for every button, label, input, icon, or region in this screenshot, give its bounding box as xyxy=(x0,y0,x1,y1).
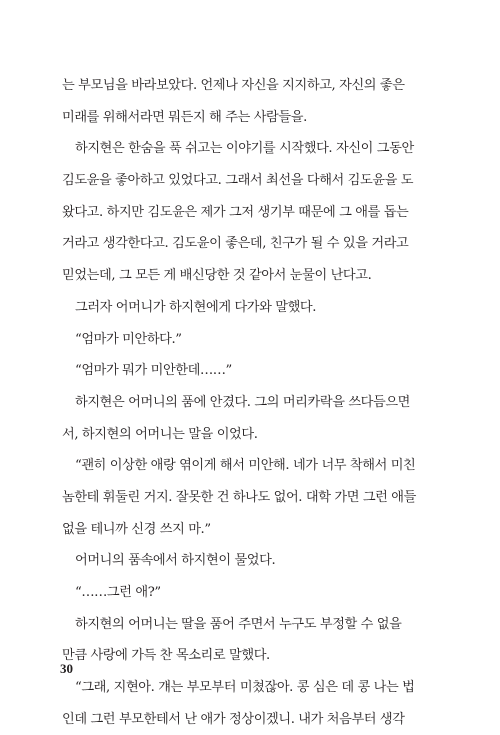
text-line: 하지현은 한숨을 푹 쉬고는 이야기를 시작했다. 자신이 그동안 xyxy=(75,141,414,157)
text-line: 는 부모님을 바라보았다. 언제나 자신을 지지하고, 자신의 좋은 xyxy=(62,78,405,93)
text-line: 만큼 사랑에 가득 찬 목소리로 말했다. xyxy=(62,648,270,664)
text-line: “……그런 애?” xyxy=(75,585,161,600)
text-line: “그래, 지현아. 걔는 부모부터 미쳤잖아. 콩 심은 데 콩 나는 법 xyxy=(75,680,415,696)
text-line: 미래를 위해서라면 뭐든지 해 주는 사람들을. xyxy=(62,109,307,125)
text-line: 어머니의 품속에서 하지현이 물었다. xyxy=(75,553,276,569)
text-line: 왔다고. 하지만 김도윤은 제가 그저 생기부 때문에 그 애를 돕는 xyxy=(62,204,409,220)
text-line: “괜히 이상한 애랑 엮이게 해서 미안해. 네가 너무 착해서 미친 xyxy=(75,458,416,474)
text-line: 서, 하지현의 어머니는 말을 이었다. xyxy=(62,426,258,442)
text-line: “엄마가 뭐가 미안한데……” xyxy=(75,363,232,379)
text-line: 믿었는데, 그 모든 게 배신당한 것 같아서 눈물이 난다고. xyxy=(62,268,372,284)
text-line: 하지현의 어머니는 딸을 품어 주면서 누구도 부정할 수 없을 xyxy=(75,616,402,632)
text-line: 없을 테니까 신경 쓰지 마.” xyxy=(62,521,211,537)
text-line: 거라고 생각한다고. 김도윤이 좋은데, 친구가 될 수 있을 거라고 xyxy=(62,236,409,252)
text-line: 그러자 어머니가 하지현에게 다가와 말했다. xyxy=(75,299,317,315)
page-number: 30 xyxy=(60,661,73,676)
text-line: “엄마가 미안하다.” xyxy=(75,331,182,347)
text-line: 놈한테 휘둘린 거지. 잘못한 건 하나도 없어. 대학 가면 그런 애들 xyxy=(62,489,416,505)
text-line: 김도윤을 좋아하고 있었다고. 그래서 최선을 다해서 김도윤을 도 xyxy=(62,173,414,189)
text-line: 인데 그런 부모한테서 난 애가 정상이겠니. 내가 처음부터 생각 xyxy=(62,711,405,727)
body-text xyxy=(62,70,439,735)
text-line: 하지현은 어머니의 품에 안겼다. 그의 머리카락을 쓰다듬으면 xyxy=(75,394,411,410)
